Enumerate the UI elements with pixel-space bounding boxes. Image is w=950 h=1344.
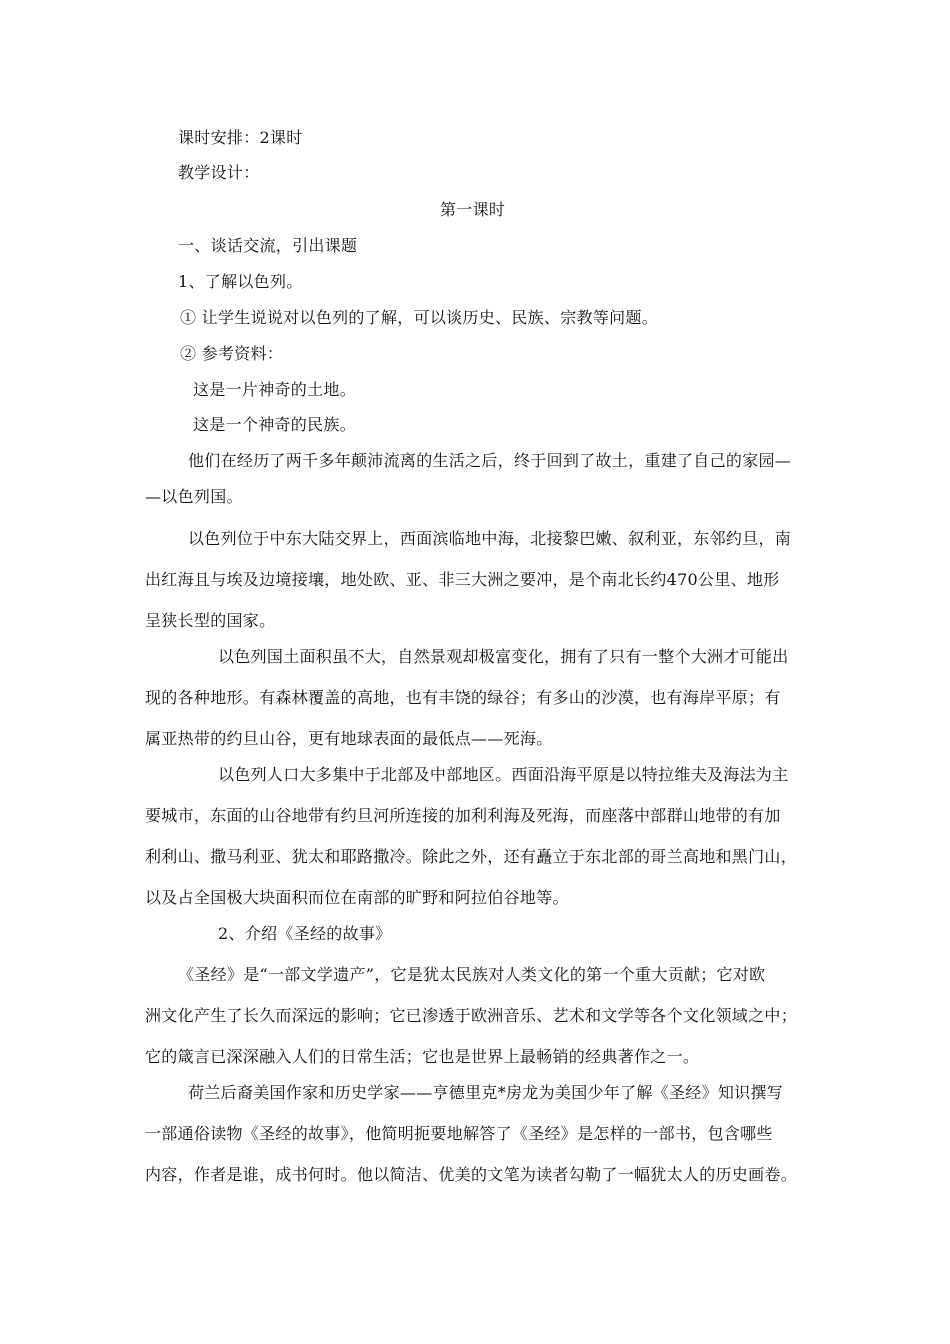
para4-line: 利利山、撒马利亚、犹太和耶路撒冷。除此之外，还有矗立于东北部的哥兰高地和黑门山， [145, 847, 798, 866]
ref-line-1: 这是一片神奇的土地。 [193, 380, 357, 399]
para1-line: —以色列国。 [145, 487, 243, 506]
design-label: 教学设计： [178, 163, 260, 182]
para3-line: 属亚热带的约旦山谷，更有地球表面的最低点——死海。 [145, 729, 553, 748]
ref-line-2: 这是一个神奇的民族。 [193, 415, 357, 434]
para5-line: 洲文化产生了长久而深远的影响；它已渗透于欧洲音乐、艺术和文学等各个文化领域之中； [145, 1006, 798, 1025]
para3-line: 现的各种地形。有森林覆盖的高地，也有丰饶的绿谷；有多山的沙漠，也有海岸平原；有 [145, 688, 781, 707]
para5-line: 它的箴言已深深融入人们的日常生活；它也是世界上最畅销的经典著作之一。 [145, 1047, 700, 1066]
para2-line: 呈狭长型的国家。 [145, 611, 276, 630]
para6-line: 内容，作者是谁，成书何时。他以简洁、优美的文笔为读者勾勒了一幅犹太人的历史画卷。 [145, 1165, 798, 1184]
para4-line: 要城市，东面的山谷地带有约旦河所连接的加利利海及死海，而座落中部群山地带的有加 [145, 806, 781, 825]
schedule-line: 课时安排：2课时 [178, 128, 303, 147]
part1-heading: 一、谈话交流，引出课题 [178, 236, 358, 255]
item1-sub2: ② 参考资料： [180, 344, 284, 363]
para6-line: 一部通俗读物《圣经的故事》，他简明扼要地解答了《圣经》是怎样的一部书，包含哪些 [145, 1124, 773, 1143]
para6-line: 荷兰后裔美国作家和历史学家——亨德里克*房龙为美国少年了解《圣经》知识撰写 [188, 1083, 784, 1102]
para5-line: 《圣经》是“一部文学遗产”，它是犹太民族对人类文化的第一个重大贡献；它对欧 [178, 965, 766, 984]
item2-heading: 2、介绍《圣经的故事》 [218, 924, 392, 943]
para4-line: 以色列人口大多集中于北部及中部地区。西面沿海平原是以特拉维夫及海法为主 [218, 765, 789, 784]
para2-line: 出红海且与埃及边境接壤，地处欧、亚、非三大洲之要冲，是个南北长约470公里、地形 [145, 570, 780, 589]
para3-line: 以色列国土面积虽不大，自然景观却极富变化，拥有了只有一整个大洲才可能出 [218, 647, 789, 666]
para4-line: 以及占全国极大块面积而位在南部的旷野和阿拉伯谷地等。 [145, 888, 569, 907]
item1-heading: 1、了解以色列。 [178, 272, 303, 291]
para1-line: 他们在经历了两千多年颠沛流离的生活之后，终于回到了故土，重建了自己的家园— [188, 451, 792, 470]
item1-sub1: ① 让学生说说对以色列的了解，可以谈历史、民族、宗教等问题。 [180, 308, 659, 327]
para2-line: 以色列位于中东大陆交界上，西面滨临地中海，北接黎巴嫩、叙利亚，东邻约旦，南 [188, 529, 792, 548]
section-title: 第一课时 [440, 200, 506, 219]
